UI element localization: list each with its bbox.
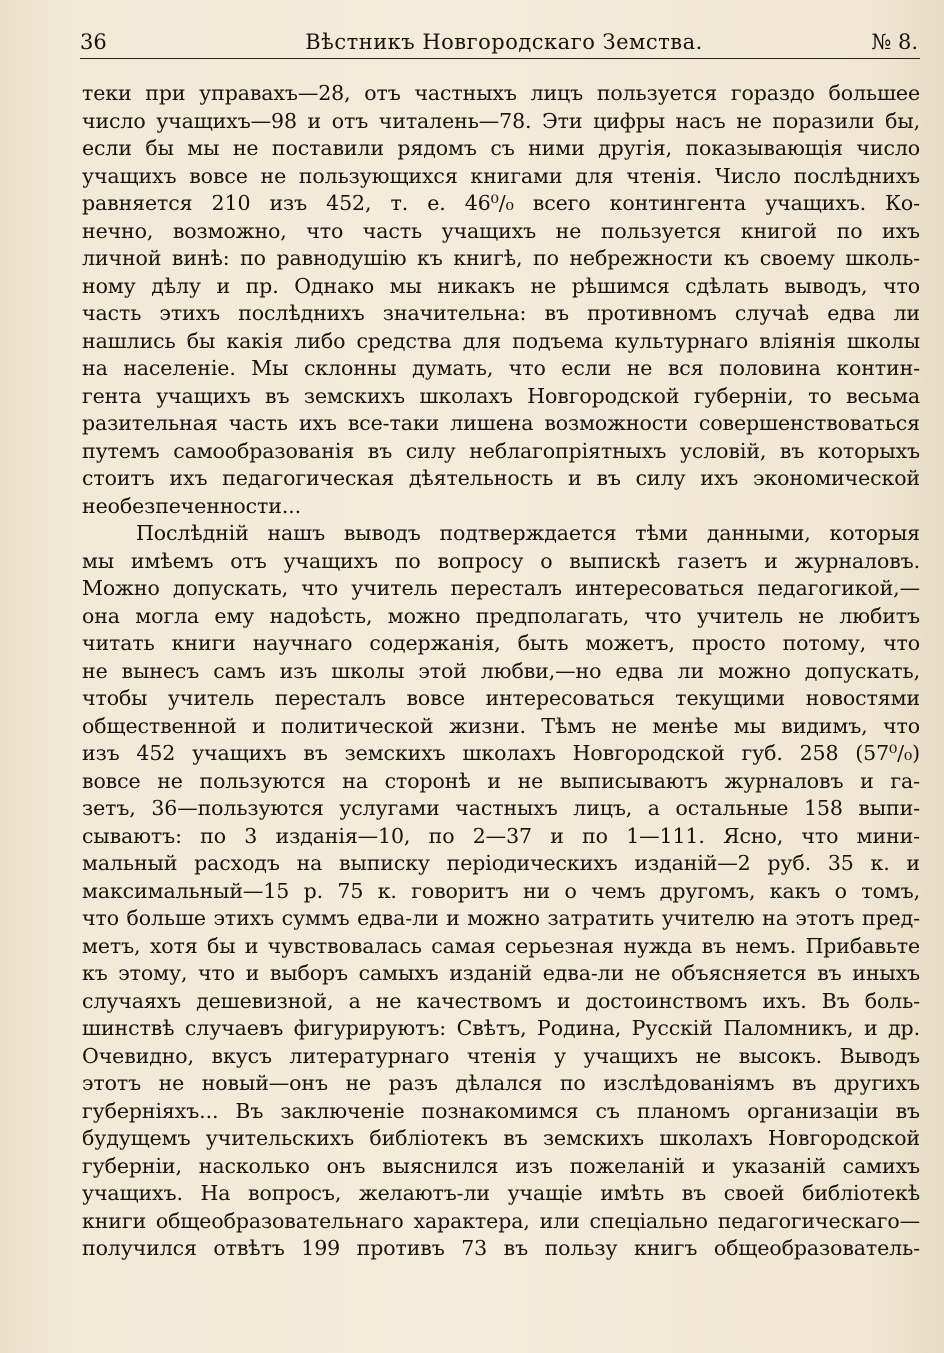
text-line: учащихъ вовсе не пользующихся книгами для чтенія. Число послѣднихъ (82, 163, 920, 188)
text-line: число учащихъ—98 и отъ читалень—78. Эти цифры насъ не поразили бы, (82, 108, 920, 133)
text-line: что больше этихъ суммъ едва-ли и можно затратить учителю на этотъ пред- (82, 906, 920, 930)
text-line: вовсе не пользуются на сторонѣ и не выписываютъ журналовъ и га- (82, 768, 920, 793)
text-line: учащихъ. На вопросъ, желаютъ-ли учащіе имѣть въ своей библіотекѣ (82, 1181, 920, 1205)
text-line: ному дѣлу и пр. Однако мы никакъ не рѣшимся сдѣлать выводъ, что (82, 273, 920, 298)
text-line: разительная часть ихъ все-таки лишена возможности совершенствоваться (82, 411, 920, 435)
text-line: если бы мы не поставили рядомъ съ ними другія, показывающія число (82, 136, 920, 160)
text-line: случаяхъ дешевизной, а не качествомъ и достоинствомъ ихъ. Въ боль- (82, 988, 920, 1013)
text-line: чтобы учитель пересталъ вовсе интересоваться текущими новостями (82, 686, 920, 710)
text-line: получился отвѣтъ 199 противъ 73 въ пользу книгъ общеобразователь- (82, 1236, 920, 1260)
text-line: гента учащихъ въ земскихъ школахъ Новгородской губерніи, то весьма (82, 383, 920, 408)
text-line: этотъ не новый—онъ не разъ дѣлался по изслѣдованіямъ въ другихъ (82, 1071, 920, 1095)
text-line: сываютъ: по 3 изданія—10, по 2—37 и по 1—111. Ясно, что мини- (82, 823, 920, 848)
text-line: она могла ему надоѣсть, можно предполагать, что учитель не любитъ (82, 603, 920, 628)
text-line: личной винѣ: по равнодушію къ книгѣ, по небрежности къ своему школь- (82, 246, 920, 270)
text-line: читать книги научнаго содержанія, быть можетъ, просто потому, что (82, 631, 920, 655)
text-line: на населеніе. Мы склонны думать, что если не вся половина контин- (82, 356, 920, 380)
text-line: не вынесъ самъ изъ школы этой любви,—но едва ли можно допускать, (82, 658, 920, 683)
text-line: Очевидно, вкусъ литературнаго чтенія у учащихъ не высокъ. Выводъ (82, 1043, 920, 1068)
body-text (82, 80, 920, 1263)
issue-number: № 8. (871, 30, 918, 54)
journal-title: Вѣстникъ Новгородскаго Земства. (305, 30, 703, 54)
text-line: нашлись бы какія либо средства для подъема культурнаго вліянія школы (82, 328, 920, 353)
text-line: метъ, хотя бы и чувствовалась самая серьезная нужда въ немъ. Прибавьте (82, 933, 920, 958)
paragraph-start-line: Послѣдній нашъ выводъ подтверждается тѣми данными, которыя (136, 521, 920, 545)
text-line: губерніи, насколько онъ выяснился изъ пожеланій и указаній самихъ (82, 1153, 920, 1178)
text-line: зетъ, 36—пользуются услугами частныхъ лицъ, а остальные 158 выпи- (82, 796, 920, 820)
text-line: къ этому, что и выборъ самыхъ изданій едва-ли не объясняется въ иныхъ (82, 961, 920, 985)
text-line: мы имѣемъ отъ учащихъ по вопросу о выпискѣ газетъ и журналовъ. (82, 548, 920, 573)
page-number: 36 (80, 30, 107, 54)
text-line: стоитъ ихъ педагогическая дѣятельность и въ силу ихъ экономической (82, 466, 920, 490)
text-line: будущемъ учительскихъ библіотекъ въ земскихъ школахъ Новгородской (82, 1126, 920, 1150)
page-header (80, 27, 918, 57)
text-line: губерніяхъ... Въ заключеніе познакомимся съ планомъ организаціи въ (82, 1098, 920, 1123)
text-line: теки при управахъ—28, отъ частныхъ лицъ пользуется гораздо большее (82, 81, 920, 105)
text-line: изъ 452 учащихъ въ земскихъ школахъ Новгородской губ. 258 (57⁰/₀) (82, 741, 920, 765)
text-line: Можно допускать, что учитель пересталъ интересоваться педагогикой,— (82, 576, 920, 600)
text-line: шинствѣ случаевъ фигурируютъ: Свѣтъ, Родина, Русскій Паломникъ, и др. (82, 1016, 920, 1040)
text-line: мальный расходъ на выписку періодическихъ изданій—2 руб. 35 к. и (82, 851, 920, 875)
text-line: часть этихъ послѣднихъ значительна: въ противномъ случаѣ едва ли (82, 301, 920, 325)
text-line: книги общеобразовательнаго характера, или спеціально педагогическаго— (82, 1208, 920, 1233)
text-line: равняется 210 изъ 452, т. е. 46⁰/₀ всего контингента учащихъ. Ко- (82, 191, 920, 215)
paragraph-end-line: необезпеченности... (82, 493, 302, 518)
text-line: максимальный—15 р. 75 к. говоритъ ни о чемъ другомъ, какъ о томъ, (82, 878, 920, 903)
text-line: нечно, возможно, что часть учащихъ не пользуется книгой по ихъ (82, 218, 920, 243)
header-rule (80, 58, 920, 59)
text-line: путемъ самообразованія въ силу неблагопріятныхъ условій, въ которыхъ (82, 438, 920, 463)
text-line: общественной и политической жизни. Тѣмъ не менѣе мы видимъ, что (82, 713, 920, 738)
